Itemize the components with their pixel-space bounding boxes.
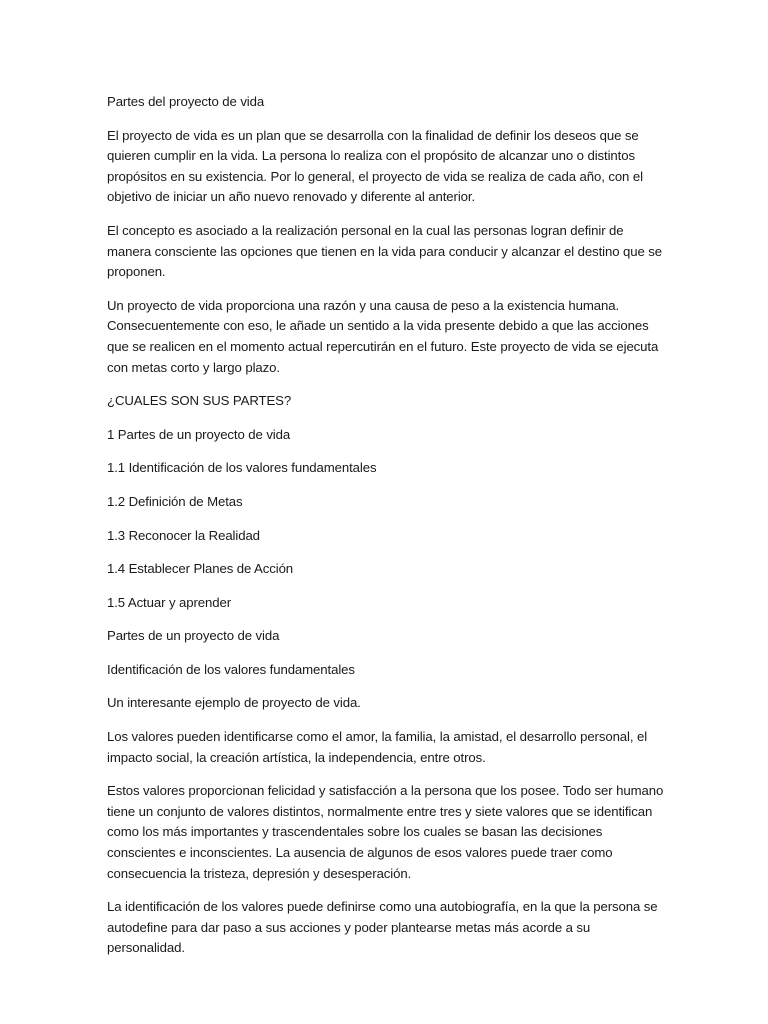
example-caption: Un interesante ejemplo de proyecto de vida. [107,695,361,711]
document-title: Partes del proyecto de vida [107,94,265,109]
paragraph-concept: El concepto es asociado a la realización personal en la cual las personas logran definir de manera consciente las opciones que tienen en la vida para conducir y alcanzar el destino que se proponen. [107,222,662,280]
paragraph-values-identification: La identificación de los valores puede definirse como una autobiografía, en la que la persona se autodefine para dar paso a sus acciones y poder plantearse metas más acorde a su personalidad. [107,899,658,956]
paragraph-purpose: Un proyecto de vida proporciona una razón y una causa de peso a la existencia humana. Consecuentemente con eso, le añade un sentido a la vida presente debido a que las acciones que se realicen en el momento actual repercutirán en el futuro. Este proyecto de vida se ejecuta con metas corto y largo plazo. [107,297,659,375]
outline-item-1-1: 1.1 Identificación de los valores fundamentales [107,460,377,476]
outline-item-1-5: 1.5 Actuar y aprender [107,594,231,610]
section-heading-parts: ¿CUALES SON SUS PARTES? [107,393,292,409]
subsection-heading-values: Identificación de los valores fundamentales [107,661,355,677]
section-heading-project-parts: Partes de un proyecto de vida [107,628,280,644]
paragraph-definition: El proyecto de vida es un plan que se desarrolla con la finalidad de definir los deseos que se quieren cumplir en la vida. La persona lo realiza con el propósito de alcanzar uno o distintos propósitos en su existencia. Por lo general, el proyecto de vida se realiza de cada año, con el objetivo de iniciar un año nuevo renovado y diferente al anterior. [107,127,643,205]
outline-item-1-3: 1.3 Reconocer la Realidad [107,527,260,543]
outline-item-1-2: 1.2 Definición de Metas [107,493,243,509]
outline-item-1-4: 1.4 Establecer Planes de Acción [107,561,294,577]
outline-item-1: 1 Partes de un proyecto de vida [107,426,291,442]
paragraph-values-effect: Estos valores proporcionan felicidad y satisfacción a la persona que los posee. Todo ser humano tiene un conjunto de valores distintos, normalmente entre tres y siete valores que se identifican como los más importantes y trascendentales sobre los cuales se basan las decisiones conscientes e inconscientes. La ausencia de algunos de esos valores puede traer como consecuencia la tristeza, depresión y desesperación. [107,783,664,881]
paragraph-values-list: Los valores pueden identificarse como el amor, la familia, la amistad, el desarrollo personal, el impacto social, la creación artística, la independencia, entre otros. [107,729,648,765]
